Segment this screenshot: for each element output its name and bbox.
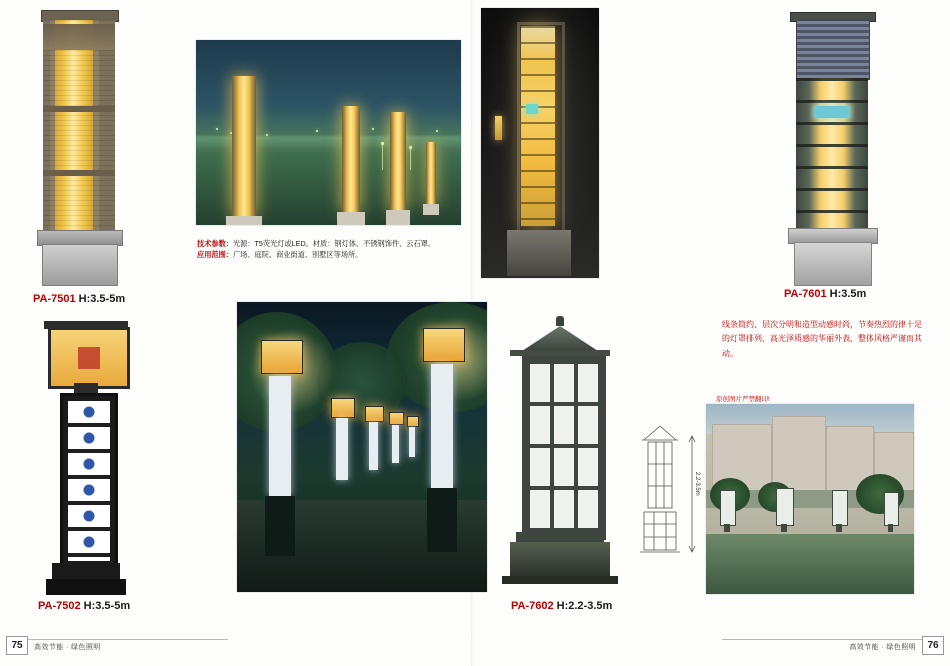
- product-height-pa-7601: H:3.5m: [829, 288, 867, 300]
- photo-side-wall-lamp: [495, 116, 502, 140]
- marketing-blurb: 线条简约、层次分明和造型动感时尚，节奏热烈的律十足的灯罩排列，高光泽质感的华丽外表，整体风格严谨而其动。: [722, 320, 922, 358]
- photo-column-4: [426, 142, 436, 204]
- photo-lamp-3: [832, 490, 848, 526]
- spec-block: [197, 238, 457, 260]
- product-image-pa-7601: [784, 10, 880, 285]
- photo-column-amber-panel: [521, 26, 555, 226]
- lamp-body-glazed: [522, 356, 606, 540]
- spec-line-2: [197, 249, 457, 260]
- photo-column-4-base: [423, 204, 439, 215]
- photo-street-night-pa-7502: [237, 302, 487, 592]
- photo-column-3-base: [386, 210, 410, 225]
- product-code-pa-7601: PA-7601: [784, 288, 830, 300]
- photo-lamp-2: [776, 488, 794, 526]
- product-height-pa-7502: H:3.5-5m: [83, 600, 131, 612]
- lantern-neck: [74, 383, 98, 393]
- photo-lamp-1: [720, 490, 736, 526]
- photo-column-1-base: [226, 216, 262, 225]
- lamp-plinth: [502, 576, 618, 584]
- product-code-pa-7602: PA-7602: [511, 600, 557, 612]
- lamp-base: [510, 542, 610, 576]
- lamp-patterned-shaft: [60, 393, 118, 569]
- caption-pa-7501: [33, 293, 125, 305]
- page-number-right: 76: [922, 636, 944, 655]
- footer-tagline-right: 高效节能 · 绿色照明: [849, 644, 916, 651]
- page-number-left: 75: [6, 636, 28, 655]
- product-code-pa-7501: PA-7501: [33, 293, 79, 305]
- lamp-body: [796, 78, 868, 228]
- photo-lamp-shaft-right: [431, 364, 453, 488]
- lamp-collar: [516, 532, 604, 542]
- photo-promenade: [706, 526, 914, 534]
- caption-pa-7602: [511, 600, 612, 612]
- lamp-body: [43, 20, 115, 230]
- footer-rule-right: [722, 639, 942, 640]
- product-code-pa-7502: PA-7502: [38, 600, 84, 612]
- lamp-top-band: [43, 24, 115, 50]
- lamp-mid-band-2: [43, 170, 115, 176]
- lamp-base-lower: [794, 242, 872, 286]
- lamp-base-upper: [52, 563, 120, 579]
- lamp-louver-section: [796, 20, 870, 80]
- lamp-roof: [508, 326, 612, 352]
- caption-pa-7601: [784, 288, 866, 300]
- photo-column-plinth: [507, 230, 571, 276]
- photo-column-2: [342, 106, 360, 212]
- product-image-pa-7602: [500, 310, 620, 595]
- photo-waterfront-pa-7602: [706, 404, 914, 594]
- spec-text-technical: 光源：T5荧光灯或LED。材质：钢灯体、不锈钢饰件、云石罩。: [232, 239, 436, 248]
- product-height-pa-7501: H:3.5-5m: [78, 293, 126, 305]
- photo-lantern-head-left: [261, 340, 303, 374]
- photo-copyright-note: 原创图片严禁翻印!: [716, 396, 770, 403]
- product-height-pa-7602: H:2.2-3.5m: [556, 600, 613, 612]
- product-image-pa-7502: [38, 327, 134, 597]
- lamp-mid-band-1: [43, 106, 115, 112]
- caption-pa-7502: [38, 600, 130, 612]
- spec-line-1: [197, 238, 457, 249]
- photo-column-teal-accent: [526, 104, 538, 114]
- photo-column-1: [232, 76, 256, 216]
- drawing-dimension-label: 2.2-3.5m: [694, 472, 700, 496]
- photo-lantern-head-right: [423, 328, 465, 362]
- photo-lamp-shaft-left: [269, 376, 291, 496]
- lamp-base-lower: [46, 579, 126, 595]
- lamp-base-lower: [42, 244, 118, 286]
- product-image-pa-7501: [33, 10, 125, 285]
- roof-finial: [556, 316, 564, 326]
- spec-label-application: 应用范围：: [197, 250, 233, 260]
- technical-line-drawing-pa-7602: [630, 420, 710, 560]
- photo-night-column-detail: [481, 8, 599, 278]
- photo-water: [706, 532, 914, 594]
- photo-column-3: [390, 112, 406, 210]
- photo-column-2-base: [337, 212, 365, 225]
- spec-label-technical: 技术参数：: [197, 239, 233, 248]
- photo-lamp-4: [884, 492, 899, 526]
- spec-text-application: 广场、庭院、商业街道、别墅区等场所。: [232, 250, 363, 260]
- lantern-head: [48, 327, 130, 389]
- footer-rule-left: [8, 639, 228, 640]
- lamp-teal-accent: [814, 106, 850, 118]
- photo-plaza-night-pa-7501: [196, 40, 461, 225]
- footer-tagline-left: 高效节能 · 绿色照明: [34, 644, 101, 651]
